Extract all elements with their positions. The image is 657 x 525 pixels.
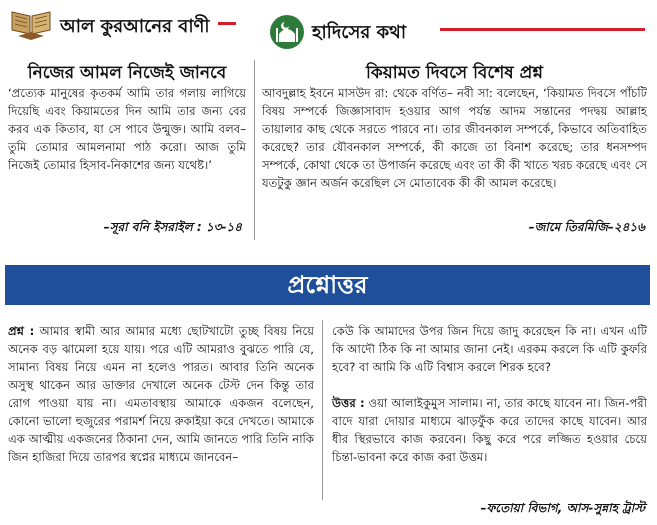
qa-citation: –ফতোয়া বিভাগ, আস-সুন্নাহ ট্রাস্ট <box>480 501 645 515</box>
hadith-citation: –জামে তিরমিজি–২৪১৬ <box>528 220 645 234</box>
question-text: আমার স্বামী আর আমার মধ্যে ছোটখাটো তুচ্ছ বিষয় নিয়ে অনেক বড় ঝামেলা হয়ে যায়। পরে এটি আমরাও বুঝতে পারি যে, সামান্য বিষয় নিয়ে এমন না হলেও পারত। আবার তিনি অনেক অসুস্থ থাকেন আর ডাক্তার দেখালে অনেক টেস্ট দেন কিন্তু তার রোগ পাওয়া যায় না। এমতাবস্থায় আমাকে একজন বলেছেন, কোনো ভালো হুজুরের পরামর্শ নিয়ে রুকাইয়া করে দেখতে। আমাকে এক আত্মীয় একজনের ঠিকানা দেন, আমি জানতে পারি তিনি নাকি জিন হাজিরা দিয়ে তারপর স্বপ্নের মাধ্যমে জানবেন– <box>8 324 315 464</box>
quran-article-title: নিজের আমল নিজেই জানবে <box>27 63 227 83</box>
qa-question-continued: কেউ কি আমাদের উপর জিন দিয়ে জাদু করেছেন কি না। এখন এটি কি আদৌ ঠিক কি না আমার জানা নেই। এরকম করলে কি এটি কুফরি হবে? বা আমি কি এটি বিশ্বাস করলে শিরক হবে? <box>332 324 647 374</box>
qa-answer-block <box>332 394 647 466</box>
hadith-header-rule <box>440 28 645 31</box>
mosque-icon <box>268 14 306 50</box>
quran-citation: –সূরা বনি ইসরাইল : ১৩-১৪ <box>103 220 242 234</box>
open-quran-icon <box>8 6 54 42</box>
top-column-divider <box>254 60 255 240</box>
answer-label: উত্তর : <box>332 396 365 410</box>
answer-text: ওয়া আলাইকুমুস সালাম। না, তার কাছে যাবেন না। জিন-পরী বাদে যারা দোয়ার মাধ্যমে ঝাড়ফুঁক করে তাদের কাছে যাবেন। আর ধীর স্থিরভাবে কাজ করবেন। কিছু করে পরে লজ্জিত হওয়ার চেয়ে চিন্তা-ভাবনা করে কাজ করা উত্তম। <box>332 396 648 464</box>
quran-article-body: ‘প্রত্যেক মানুষের কৃতকর্ম আমি তার গলায় লাগিয়ে দিয়েছি এবং কিয়ামতের দিন আমি তার জন্য বের করব এক কিতাব, যা সে পাবে উন্মুক্ত। আমি বলব– তুমি তোমার আমলনামা পাঠ করো। আজ তুমি নিজেই তোমার হিসাব-নিকাশের জন্য যথেষ্ট।’ <box>8 86 246 172</box>
hadith-article-body: আবদুল্লাহ ইবনে মাসউদ রা: থেকে বর্ণিত– নবী সা: বলেছেন, ‘কিয়ামত দিবসে পাঁচটি বিষয় সম্পর্কে জিজ্ঞাসাবাদ হওয়ার আগ পর্যন্ত আদম সন্তানের পদদ্বয় আল্লাহ তায়ালার কাছ থেকে সরতে পারবে না। তার জীবনকাল সম্পর্কে, কিভাবে অতিবাহিত করেছে? তার যৌবনকাল সম্পর্কে, কী কাজে তা বিনাশ করেছে; তার ধনসম্পদ সম্পর্কে, কোথা থেকে তা উপার্জন করেছে এবং তা কী কী খাতে খরচ করেছে এবং সে যতটুকু জ্ঞান অর্জন করেছিল সে মোতাবেক কী কী আমল করেছে। <box>262 86 647 190</box>
question-label: প্রশ্ন : <box>8 324 35 338</box>
quran-section-header: আল কুরআনের বাণী <box>60 16 210 37</box>
qa-banner: প্রশ্নোত্তর <box>5 265 650 305</box>
hadith-article-title: কিয়ামত দিবসে বিশেষ প্রশ্ন <box>366 63 543 83</box>
hadith-section-header: হাদিসের কথা <box>312 22 407 43</box>
qa-question-block <box>8 322 314 466</box>
quran-header-rule <box>218 22 236 25</box>
qa-column-divider <box>322 320 323 500</box>
